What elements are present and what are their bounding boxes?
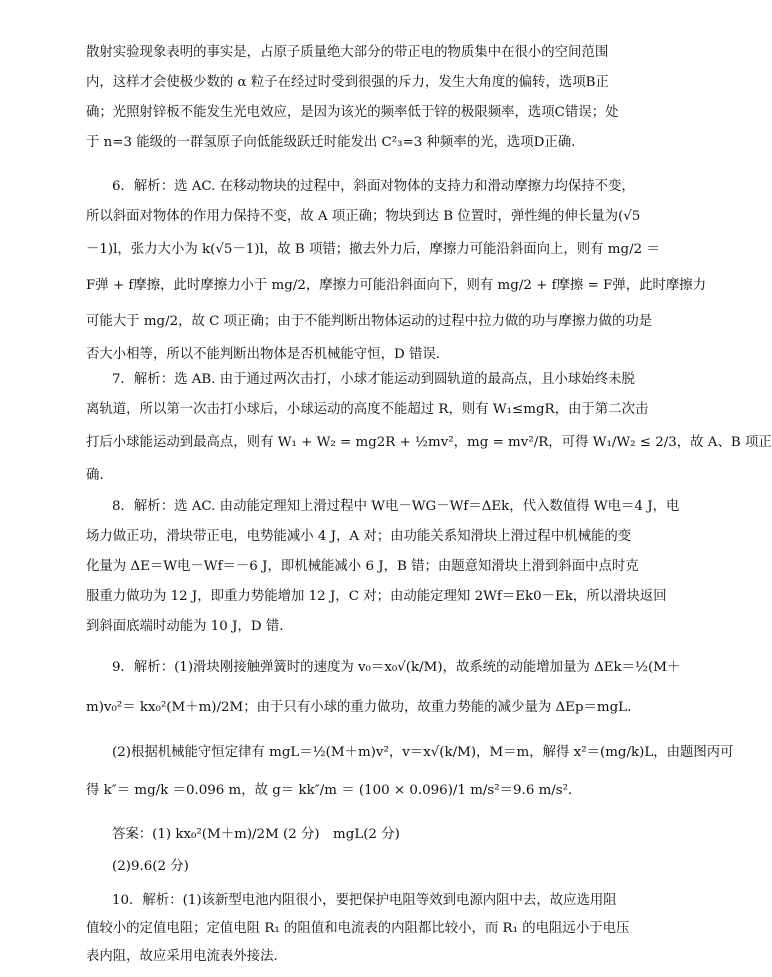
paragraph-q8 [86, 492, 680, 642]
text-line: 表内阻，故应采用电流表外接法. [86, 949, 278, 964]
text-line: 答案：(1) kx₀²(M＋m)/2M (2 分) mgL(2 分) [112, 827, 400, 842]
text-line: m)v₀²＝ kx₀²(M＋m)/2M；由于只有小球的重力做功，故重力势能的减少量为 ΔEp＝mgL. [86, 700, 632, 715]
text-line: 到斜面底端时动能为 10 J，D 错. [86, 619, 284, 634]
text-line: 打后小球能运动到最高点，则有 W₁ + W₂ = mg2R + ½mv²，mg = mv²/R，可得 W₁/W₂ ≤ 2/3，故 A、B 项正 [86, 435, 772, 450]
text-line: 否大小相等，所以不能判断出物体是否机械能守恒，D 错误. [86, 347, 441, 362]
text-line: (2)根据机械能守恒定律有 mgL＝½(M＋m)v²，v＝x√(k/M)，M＝m，解得 x²＝(mg/k)L，由题图丙可 [112, 745, 734, 760]
paragraph-q7 [86, 365, 772, 491]
text-line: 7．解析：选 AB. 由于通过两次击打，小球才能运动到圆轨道的最高点，且小球始终未脱 [112, 372, 635, 387]
paragraph-q10 [86, 887, 630, 971]
text-line: 6．解析：选 AC. 在移动物块的过程中，斜面对物体的支持力和滑动摩擦力均保持不变， [112, 179, 635, 194]
text-line: 于 n=3 能级的一群氢原子向低能级跃迁时能发出 C²₃=3 种频率的光，选项D正确. [86, 135, 576, 150]
text-line: 确. [86, 468, 104, 483]
paragraph-q5-continued [86, 38, 619, 158]
paragraph-q9-part2 [86, 734, 734, 810]
text-line: 得 k″＝ mg/k ＝0.096 m，故 g＝ kk″/m ＝ (100 × 0.096)/1 m/s²＝9.6 m/s². [86, 783, 573, 798]
text-line: 值较小的定值电阻；定值电阻 R₁ 的阻值和电流表的内阻都比较小，而 R₁ 的电阻远小于电压 [86, 921, 630, 936]
paragraph-q9 [86, 648, 681, 728]
paragraph-answer [86, 818, 606, 882]
text-line: －1)l，张力大小为 k(√5－1)l，故 B 项错；撤去外力后，摩擦力可能沿斜面向上，则有 mg/2 ＝ [86, 242, 660, 257]
text-line: 内，这样才会使极少数的 α 粒子在经过时受到很强的斥力，发生大角度的偏转，选项B正 [86, 75, 609, 90]
text-line: 可能大于 mg/2，故 C 项正确；由于不能判断出物体运动的过程中拉力做的功与摩擦力做的功是 [86, 314, 653, 329]
text-line: 确；光照射锌板不能发生光电效应，是因为该光的频率低于锌的极限频率，选项C错误；处 [86, 105, 619, 120]
text-line: 9．解析：(1)滑块刚接触弹簧时的速度为 v₀＝x₀√(k/M)，故系统的动能增加量为 ΔEk＝½(M＋ [112, 660, 681, 675]
text-line: F弹 + f摩擦，此时摩擦力小于 mg/2，摩擦力可能沿斜面向下，则有 mg/2 + f摩擦 = F弹，此时摩擦力 [86, 278, 707, 293]
paragraph-q6 [86, 172, 707, 370]
text-line: 场力做正功，滑块带正电，电势能减小 4 J，A 对；由功能关系知滑块上滑过程中机械能的变 [86, 529, 632, 544]
text-line: 散射实验现象表明的事实是，占原子质量绝大部分的带正电的物质集中在很小的空间范围 [86, 45, 609, 60]
text-line: 10．解析：(1)该新型电池内阻很小，要把保护电阻等效到电源内阻中去，故应选用阻 [112, 893, 617, 908]
text-line: 化量为 ΔE＝W电－Wf＝－6 J，即机械能减小 6 J，B 错；由题意知滑块上滑到斜面中点时克 [86, 559, 639, 574]
text-line: 8．解析：选 AC. 由动能定理知上滑过程中 W电－WG－Wf＝ΔEk，代入数值得 W电＝4 J，电 [112, 499, 680, 514]
text-line: 所以斜面对物体的作用力保持不变，故 A 项正确；物块到达 B 位置时，弹性绳的伸长量为(√5 [86, 209, 641, 224]
text-line: (2)9.6(2 分) [112, 859, 189, 874]
text-line: 服重力做功为 12 J，即重力势能增加 12 J，C 对；由动能定理知 2Wf＝Ek0－Ek，所以滑块返回 [86, 589, 667, 604]
text-line: 离轨道，所以第一次击打小球后，小球运动的高度不能超过 R，则有 W₁≤mgR，由于第二次击 [86, 402, 649, 417]
